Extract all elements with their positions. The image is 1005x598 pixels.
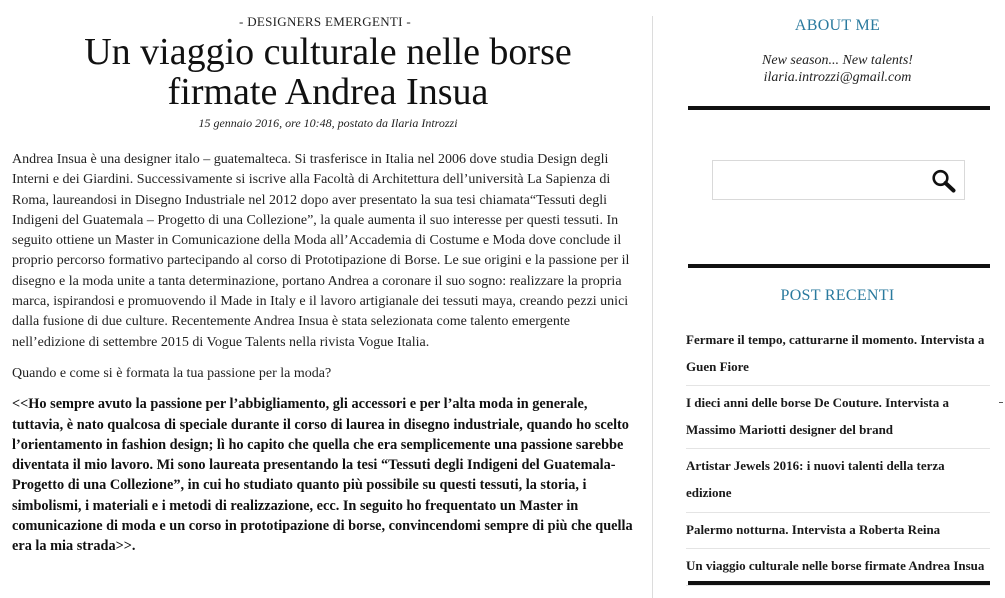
search-box — [712, 160, 965, 200]
about-me-email[interactable]: ilaria.introzzi@gmail.com — [763, 70, 912, 85]
post-title[interactable] — [0, 32, 656, 112]
post-title-line-1[interactable]: Un viaggio culturale nelle borse — [84, 31, 572, 73]
post-meta: 15 gennaio 2016, ore 10:48, postato da Ilaria Introzzi — [198, 116, 458, 130]
recent-post-link[interactable]: Palermo notturna. Intervista a Roberta Reina — [686, 513, 990, 550]
recent-post-link[interactable]: I dieci anni delle borse De Couture. Intervista a Massimo Mariotti designer del brand — [686, 386, 990, 449]
post-intro-paragraph: Andrea Insua è una designer italo – guatemalteca. Si trasferisce in Italia nel 2006 dove studia Design degli Interni e dei Giardini. Successivamente si iscrive alla Facoltà di Architettura dell’università La Sapienza di Roma, laureandosi in Disegno Industriale nel 2012 dopo aver presentato la sua tesi chiamata“Tessuti degli Indigeni del Guatemala – Progetto di una Collezione”, la quale aumenta il suo interesse per questi tessuti. In seguito ottiene un Master in Comunicazione della Moda all’Accademia di Costume e Moda dove conclude il proprio percorso formativo partecipando al corso di Prototipazione di Borse. Le sue origini e la passione per il disegno e la moda unite a tanta determinazione, portano Andrea a coronare il suo sogno: realizzare la propria marca, ispirandosi e promuovendo il Made in Italy e il lavoro artigianale dei tessuti maya, creando pezzi unici dalla fusione di due culture. Recentemente Andrea Insua è stata selezionata come talento emergente nell’edizione di settembre 2015 di Vogue Talents nella rivista Vogue Italia. — [12, 152, 630, 350]
interview-question: Quando e come si è formata la tua passione per la moda? — [12, 365, 332, 381]
about-me-tagline: New season... New talents! — [762, 53, 913, 68]
recent-post-link[interactable]: Artistar Jewels 2016: i nuovi talenti della terza edizione — [686, 449, 990, 512]
magnifier-icon — [930, 168, 958, 194]
about-me-text — [660, 52, 1005, 86]
post-category[interactable]: - DESIGNERS EMERGENTI - — [239, 14, 411, 29]
recent-post-link[interactable]: Un viaggio culturale nelle borse firmate Andrea Insua — [686, 549, 990, 586]
scroll-marker — [999, 402, 1003, 403]
post-body — [12, 150, 640, 557]
recent-post-link[interactable]: Fermare il tempo, catturarne il momento. Intervista a Guen Fiore — [686, 323, 990, 386]
post-title-line-2[interactable]: firmate Andrea Insua — [167, 71, 489, 113]
about-me-title: ABOUT ME — [794, 17, 881, 34]
widget-divider — [688, 581, 990, 585]
widget-divider — [688, 106, 990, 110]
sidebar — [660, 0, 1005, 598]
recent-posts-list — [686, 323, 990, 586]
widget-divider — [688, 264, 990, 268]
recent-posts-title: POST RECENTI — [780, 287, 895, 304]
column-divider — [652, 16, 653, 598]
search-input[interactable] — [717, 167, 921, 195]
interview-answer: <<Ho sempre avuto la passione per l’abbigliamento, gli accessori e per l’alta moda in generale, tuttavia, è nato qualcosa di speciale durante il corso di laurea in disegno industriale, quando ho scelto l’orientamento in fashion design; lì ho capito che quella che era semplicemente una passione sarebbe diventata il mio lavoro. Mi sono laureata presentando la tesi “Tessuti degli Indigeni del Guatemala-Progetto di una Collezione”, in cui ho studiato quanto più possibile su questi tessuti, la storia, i simbolismi, i materiali e i metodi di realizzazione, ecc. In seguito ho frequentato un Master in comunicazione di moda e un corso in prototipazione di borse, convincendomi sempre di più che quella era la mia strada>>. — [12, 396, 633, 555]
search-button[interactable] — [930, 168, 958, 194]
